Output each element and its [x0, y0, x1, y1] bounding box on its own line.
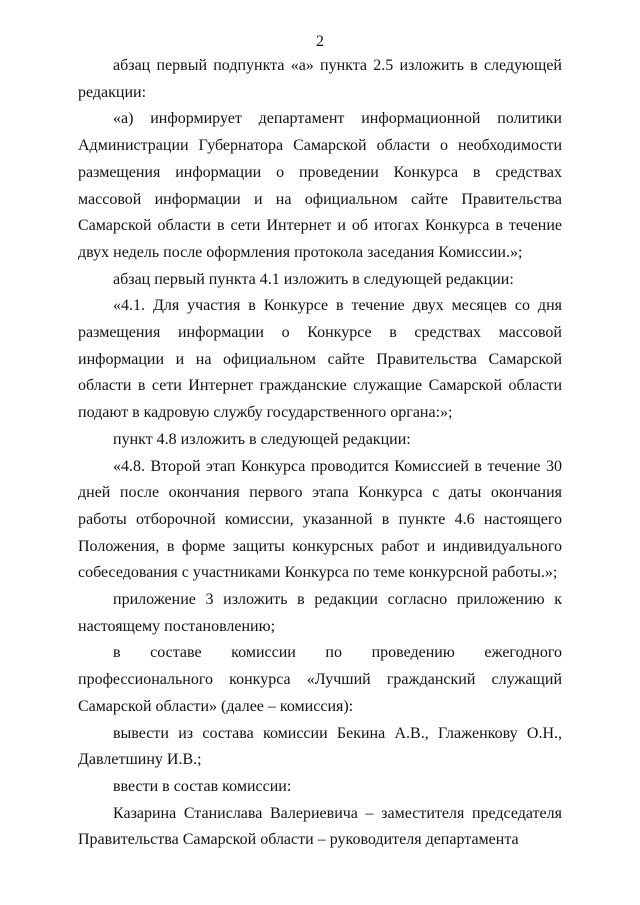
paragraph-amend-4-1: абзац первый пункта 4.1 изложить в следующей редакции: — [113, 270, 514, 288]
paragraph-new-member: Казарина Станислава Валериевича – заместителя председателя Правительства Самарской области – руководителя департамента — [78, 804, 562, 849]
document-body — [78, 53, 562, 854]
paragraph-commission: в составе комиссии по проведению ежегодного профессионального конкурса «Лучший гражданский служащий Самарской области» (далее – комиссия): — [78, 644, 562, 715]
paragraph-item-4-8: «4.8. Второй этап Конкурса проводится Комиссией в течение 30 дней после окончания первого этапа Конкурса с даты окончания работы отборочной комиссии, указанной в пункте 4.6 настоящего Положения, в форме защиты конкурсных работ и индивидуального собеседования с участниками Конкурса по теме конкурсной работы.»; — [78, 457, 562, 582]
paragraph-item-4-1: «4.1. Для участия в Конкурсе в течение двух месяцев со дня размещения информации о Конкурсе в средствах массовой информации и на официальном сайте Правительства Самарской области в сети Интернет гражданские служащие Самарской области подают в кадровую службу государственного органа:»; — [78, 297, 562, 422]
paragraph-amend-4-8: пункт 4.8 изложить в следующей редакции: — [113, 430, 411, 448]
page-number: 2 — [316, 33, 324, 50]
paragraph-remove-members: вывести из состава комиссии Бекина А.В., Глаженкову О.Н., Давлетшину И.В.; — [78, 724, 562, 769]
paragraph-add-members: ввести в состав комиссии: — [113, 777, 292, 795]
paragraph-amend-2-5: абзац первый подпункта «а» пункта 2.5 изложить в следующей редакции: — [78, 57, 562, 101]
paragraph-subitem-a: «а) информирует департамент информационной политики Администрации Губернатора Самарской области о необходимости размещения информации о проведении Конкурса в средствах массовой информации и на официальном сайте Правительства Самарской области в сети Интернет и об итогах Конкурса в течение двух недель после оформления протокола заседания Комиссии.»; — [78, 110, 562, 261]
paragraph-appendix-3: приложение 3 изложить в редакции согласно приложению к настоящему постановлению; — [78, 591, 562, 635]
